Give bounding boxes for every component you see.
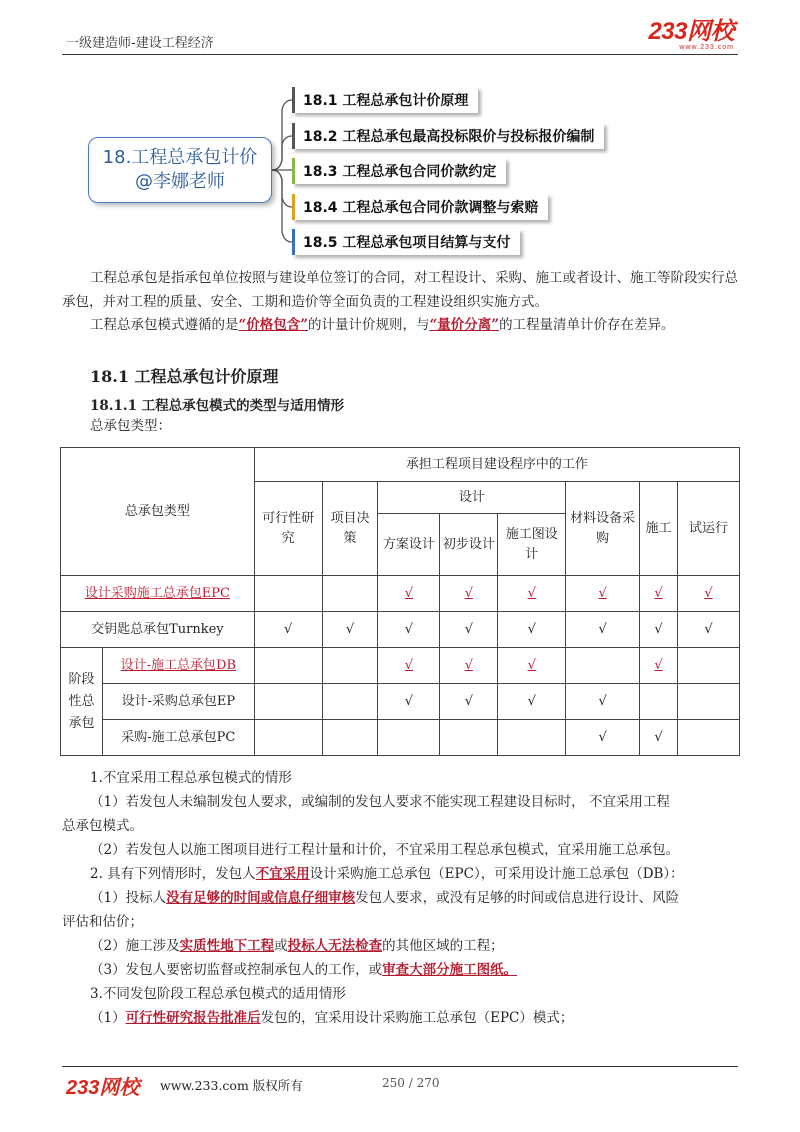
check-mark: √ xyxy=(498,612,566,648)
header-material: 材料设备采购 xyxy=(566,482,640,576)
mindmap-branch-18-2: 18.2 工程总承包最高投标限价与投标报价编制 xyxy=(292,123,604,149)
list-item-2-1-cont: 评估和估价； xyxy=(62,914,143,930)
document-header-title: 一级建造师-建设工程经济 xyxy=(66,36,214,51)
mindmap-branch-18-3: 18.3 工程总承包合同价款约定 xyxy=(292,158,506,184)
list-item-1-1: （1）若发包人未编制发包人要求，或编制的发包人要求不能实现工程建设目标时， 不宜采用工程 xyxy=(90,794,670,810)
table-row-turnkey xyxy=(61,612,740,648)
check-mark: √ xyxy=(527,657,536,673)
check-mark: √ xyxy=(566,684,640,720)
highlight-review-drawings: 审查大部分施工图纸。 xyxy=(382,962,518,978)
highlight-price-inclusive: “价格包含” xyxy=(238,317,309,333)
table-caption: 总承包类型： xyxy=(90,418,171,434)
check-mark: √ xyxy=(254,612,322,648)
check-mark: √ xyxy=(654,657,663,673)
header-divider xyxy=(62,54,738,55)
row-name-db: 设计-施工总承包DB xyxy=(120,657,236,673)
check-mark: √ xyxy=(704,585,713,601)
list-item-2-2: （2）施工涉及实质性地下工程或投标人无法检查的其他区域的工程； xyxy=(90,938,504,954)
header-construction-drawing: 施工图设计 xyxy=(498,514,566,576)
check-mark: √ xyxy=(322,612,378,648)
header-contract-type: 总承包类型 xyxy=(61,448,255,576)
subsection-heading: 18.1.1 工程总承包模式的类型与适用情形 xyxy=(90,398,345,414)
page-number: 250 / 270 xyxy=(382,1076,440,1090)
list-item-3: 3.不同发包阶段工程总承包模式的适用情形 xyxy=(90,986,346,1002)
check-mark: √ xyxy=(640,720,678,756)
check-mark: √ xyxy=(654,585,663,601)
check-mark: √ xyxy=(378,612,440,648)
stage-contract-label: 阶段性总承包 xyxy=(61,648,103,756)
header-trial-run: 试运行 xyxy=(678,482,740,576)
row-name-pc: 采购-施工总承包PC xyxy=(102,720,254,756)
header-feasibility: 可行性研究 xyxy=(254,482,322,576)
check-mark: √ xyxy=(640,612,678,648)
check-mark: √ xyxy=(566,612,640,648)
footer-logo: 233网校 xyxy=(66,1077,140,1099)
list-item-2: 2. 具有下列情形时，发包人不宜采用设计采购施工总承包（EPC），可采用设计施工总承包（DB）： xyxy=(90,866,684,882)
check-mark: √ xyxy=(404,657,414,673)
footer-copyright: www.233.com 版权所有 xyxy=(160,1078,303,1093)
logo-url: www.233.com xyxy=(679,44,734,51)
mindmap-branch-18-1: 18.1 工程总承包计价原理 xyxy=(292,87,478,113)
highlight-insufficient-time: 没有足够的时间或信息仔细审核 xyxy=(166,890,356,906)
header-work-group: 承担工程项目建设程序中的工作 xyxy=(254,448,739,482)
list-item-1: 1.不宜采用工程总承包模式的情形 xyxy=(90,770,292,786)
check-mark: √ xyxy=(566,720,640,756)
header-decision: 项目决策 xyxy=(322,482,378,576)
mindmap-root-author: @李娜老师 xyxy=(135,171,225,192)
row-name-ep: 设计-采购总承包EP xyxy=(102,684,254,720)
intro-paragraph-2: 工程总承包模式遵循的是“价格包含”的计量计价规则，与“量价分离”的工程量清单计价存在差异。 xyxy=(90,317,675,333)
check-mark: √ xyxy=(440,684,498,720)
mindmap-branch-18-4: 18.4 工程总承包合同价款调整与索赔 xyxy=(292,194,548,220)
check-mark: √ xyxy=(678,612,740,648)
header-design: 设计 xyxy=(378,482,566,514)
table-row-epc xyxy=(61,576,740,612)
section-heading: 18.1 工程总承包计价原理 xyxy=(90,367,279,386)
brand-logo xyxy=(648,20,734,51)
mindmap-root-title: 18.工程总承包计价 xyxy=(102,147,258,168)
list-item-1-1-cont: 总承包模式。 xyxy=(62,818,143,834)
contract-type-table xyxy=(60,447,740,756)
check-mark: √ xyxy=(464,585,473,601)
logo-text: 233网校 xyxy=(648,18,734,45)
highlight-feasibility-approved: 可行性研究报告批准后 xyxy=(125,1010,261,1026)
mindmap-branch-18-5: 18.5 工程总承包项目结算与支付 xyxy=(292,229,520,255)
header-preliminary-design: 初步设计 xyxy=(440,514,498,576)
list-item-1-2: （2）若发包人以施工图项目进行工程计量和计价，不宜采用工程总承包模式，宜采用施工总承包。 xyxy=(90,842,680,858)
highlight-quantity-price-separation: “量价分离” xyxy=(429,317,500,333)
list-item-2-3: （3）发包人要密切监督或控制承包人的工作，或审查大部分施工图纸。 xyxy=(90,962,518,978)
mindmap-root xyxy=(88,137,272,203)
table-row-db xyxy=(61,648,740,684)
check-mark: √ xyxy=(527,585,536,601)
header-scheme-design: 方案设计 xyxy=(378,514,440,576)
check-mark: √ xyxy=(464,657,473,673)
row-name-epc: 设计采购施工总承包EPC xyxy=(84,585,230,601)
header-construction: 施工 xyxy=(640,482,678,576)
intro-paragraph-1: 工程总承包是指承包单位按照与建设单位签订的合同，对工程设计、采购、施工或者设计、施工等阶段实行总承包，并对工程的质量、安全、工期和造价等全面负责的工程建设组织实施方式。 xyxy=(62,270,738,310)
check-mark: √ xyxy=(404,585,414,601)
row-name-turnkey: 交钥匙总承包Turnkey xyxy=(61,612,255,648)
list-item-2-1: （1）投标人没有足够的时间或信息仔细审核发包人要求，或没有足够的时间或信息进行设计、风险 xyxy=(90,890,680,906)
highlight-underground-works: 实质性地下工程 xyxy=(179,938,275,954)
footer-divider xyxy=(62,1066,738,1067)
check-mark: √ xyxy=(498,684,566,720)
check-mark: √ xyxy=(440,612,498,648)
check-mark: √ xyxy=(598,585,607,601)
highlight-cannot-inspect: 投标人无法检查 xyxy=(287,938,383,954)
check-mark: √ xyxy=(378,684,440,720)
list-item-3-1: （1）可行性研究报告批准后发包的，宜采用设计采购施工总承包（EPC）模式； xyxy=(90,1010,574,1026)
table-row-ep xyxy=(61,684,740,720)
table-row-pc xyxy=(61,720,740,756)
highlight-not-suitable: 不宜采用 xyxy=(255,866,310,882)
